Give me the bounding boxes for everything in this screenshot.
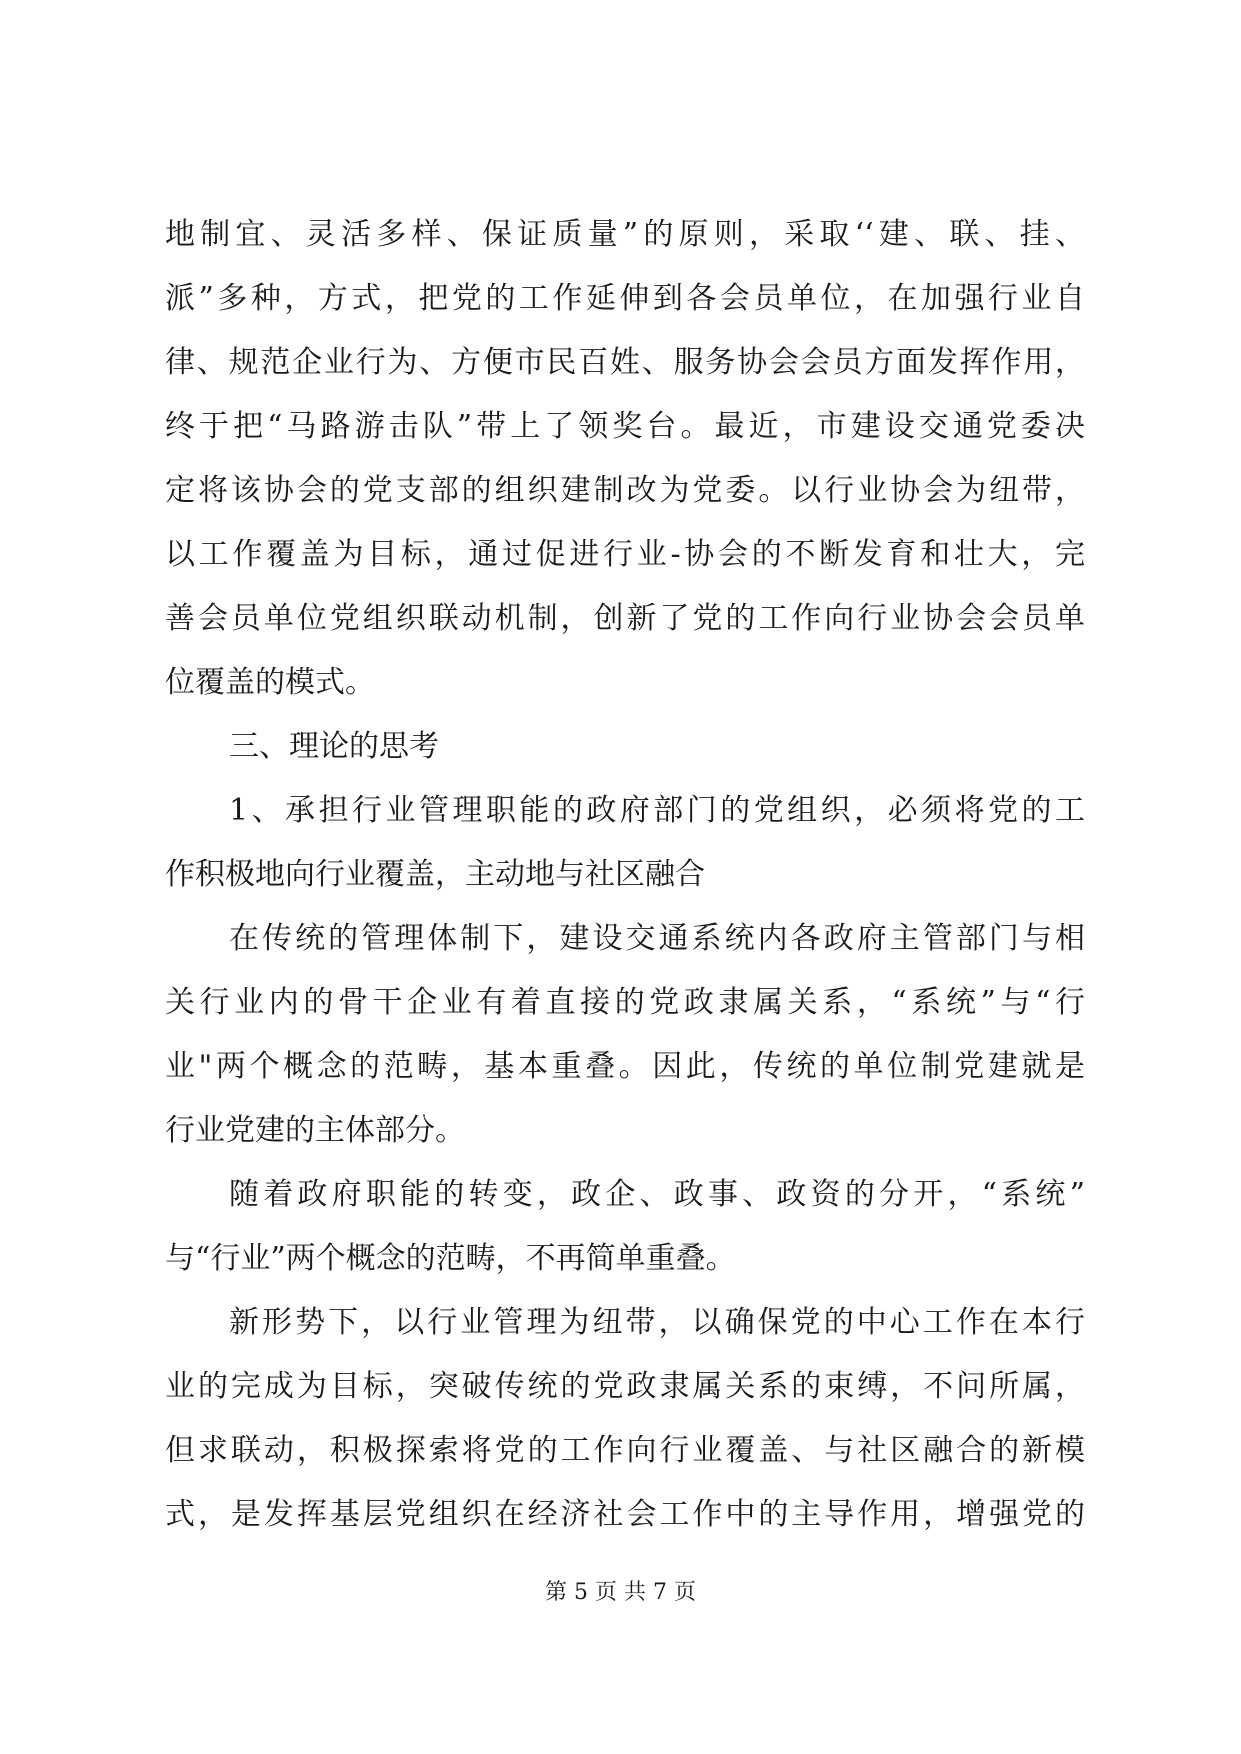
text-line: 式，是发挥基层党组织在经济社会工作中的主导作用，增强党的: [165, 1497, 1085, 1532]
text-line: 以工作覆盖为目标，通过促进行业-协会的不断发育和壮大，完: [165, 537, 1085, 572]
text-line: 位覆盖的模式。: [165, 665, 375, 700]
text-line: 新形势下，以行业管理为纽带，以确保党的中心工作在本行: [229, 1305, 1085, 1340]
text-line: 随着政府职能的转变，政企、政事、政资的分开，“系统”: [229, 1177, 1085, 1212]
text-line: 终于把“马路游击队”带上了领奖台。最近，市建设交通党委决: [165, 409, 1085, 444]
text-line: 行业党建的主体部分。: [165, 1113, 465, 1148]
text-line: 业的完成为目标，突破传统的党政隶属关系的束缚，不问所属，: [165, 1369, 1085, 1404]
section-heading: 三、理论的思考: [229, 729, 439, 764]
text-line: 在传统的管理体制下，建设交通系统内各政府主管部门与相: [229, 921, 1085, 956]
text-line: 与“行业”两个概念的范畴，不再简单重叠。: [165, 1241, 736, 1276]
text-line: 业"两个概念的范畴，基本重叠。因此，传统的单位制党建就是: [165, 1049, 1085, 1084]
document-body: [165, 203, 1085, 1547]
subheading-line: 作积极地向行业覆盖，主动地与社区融合: [165, 857, 705, 892]
page-footer: 第 5 页 共 7 页: [545, 1580, 696, 1605]
subheading-line: 1、承担行业管理职能的政府部门的党组织，必须将党的工: [229, 793, 1085, 828]
text-line: 善会员单位党组织联动机制，创新了党的工作向行业协会会员单: [165, 601, 1085, 636]
text-line: 地制宜、灵活多样、保证质量”的原则，采取‘‘建、联、挂、: [165, 217, 1085, 252]
text-line: 定将该协会的党支部的组织建制改为党委。以行业协会为纽带，: [165, 473, 1085, 508]
text-line: 派”多种，方式，把党的工作延伸到各会员单位，在加强行业自: [165, 281, 1085, 316]
text-line: 律、规范企业行为、方便市民百姓、服务协会会员方面发挥作用，: [165, 345, 1085, 380]
text-line: 关行业内的骨干企业有着直接的党政隶属关系，“系统”与“行: [165, 985, 1085, 1020]
text-line: 但求联动，积极探索将党的工作向行业覆盖、与社区融合的新模: [165, 1433, 1085, 1468]
